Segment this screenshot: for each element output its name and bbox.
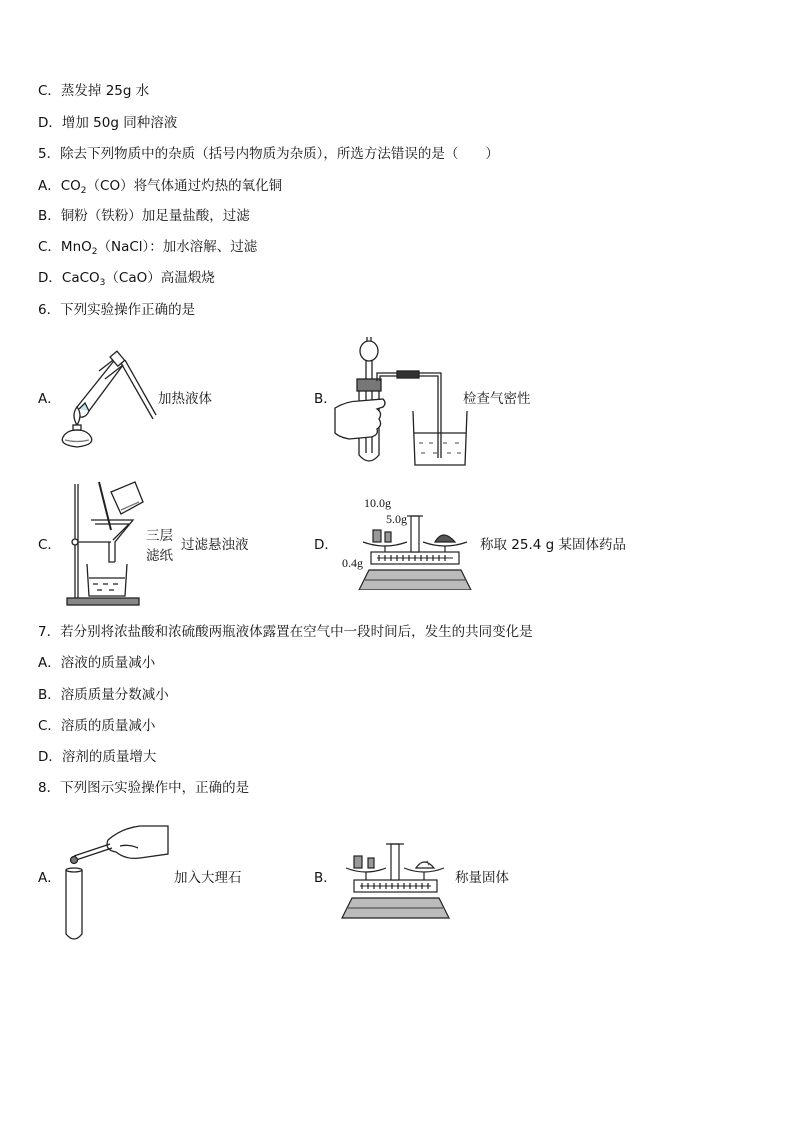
- heating-liquid-figure: [55, 345, 160, 450]
- q7-option-a: A．溶液的质量减小: [38, 655, 156, 671]
- q6-a-caption: 加热液体: [158, 391, 212, 407]
- q6-b-caption: 检查气密性: [463, 391, 531, 407]
- option-d-add-solution: D．增加 50g 同种溶液: [38, 115, 178, 131]
- q6-b-letter: B．: [314, 391, 337, 407]
- airtightness-figure: [333, 333, 468, 468]
- q7-option-b: B．溶质质量分数减小: [38, 687, 169, 703]
- q6-c-caption: 过滤悬浊液: [181, 537, 249, 553]
- q6-c-note-1: 三层: [146, 528, 173, 544]
- q5-option-c: C．MnO$_2$（NaCl）：加水溶解、过滤: [38, 239, 258, 257]
- q6-a-letter: A．: [38, 391, 61, 407]
- balance-figure-q8: [338, 838, 453, 920]
- filtration-figure: [63, 480, 148, 607]
- weight-5g-label: 5.0g: [386, 512, 407, 526]
- add-marble-figure: [60, 822, 170, 944]
- question-8: 8．下列图示实验操作中，正确的是: [38, 780, 250, 796]
- balance-figure-q6: [355, 508, 475, 590]
- question-7: 7．若分别将浓盐酸和浓硫酸两瓶液体露置在空气中一段时间后，发生的共同变化是: [38, 624, 533, 640]
- q5-option-b: B．铜粉（铁粉）加足量盐酸，过滤: [38, 208, 250, 224]
- q7-option-d: D．溶剂的质量增大: [38, 749, 157, 765]
- q6-d-letter: D．: [314, 537, 338, 553]
- q8-b-letter: B．: [314, 870, 337, 886]
- question-6: 6．下列实验操作正确的是: [38, 302, 196, 318]
- rider-0-4g-label: 0.4g: [342, 556, 363, 570]
- q8-b-caption: 称量固体: [455, 870, 509, 886]
- q5-option-a: A．$CO_2(CO)$将气体通过灼热的氧化铜: [38, 178, 283, 196]
- q7-option-c: C．溶质的质量减小: [38, 718, 156, 734]
- q8-a-letter: A．: [38, 870, 61, 886]
- q6-c-note-2: 滤纸: [146, 548, 173, 564]
- q8-a-caption: 加入大理石: [174, 870, 242, 886]
- question-5: 5．除去下列物质中的杂质（括号内物质为杂质），所选方法错误的是（ ）: [38, 146, 499, 162]
- q6-c-letter: C．: [38, 537, 61, 553]
- weight-10g-label: 10.0g: [364, 496, 391, 510]
- option-c-evaporate: C．蒸发掉 25g 水: [38, 83, 150, 99]
- q5-option-d: D．CaCO$_3$（CaO）高温煅烧: [38, 270, 215, 288]
- q6-d-caption: 称取 25.4 g 某固体药品: [480, 537, 627, 553]
